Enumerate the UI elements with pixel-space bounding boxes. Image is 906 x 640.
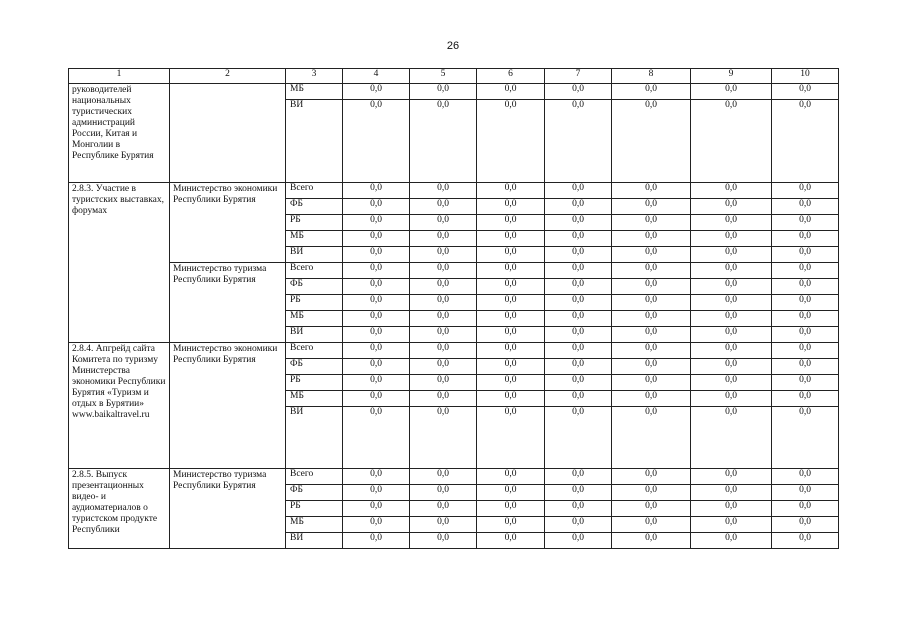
value-cell: 0,0 xyxy=(691,485,772,501)
value-cell: 0,0 xyxy=(410,375,477,391)
value-cell: 0,0 xyxy=(477,231,545,247)
value-cell: 0,0 xyxy=(410,485,477,501)
value-cell: 0,0 xyxy=(612,263,691,279)
funding-source-cell: ФБ xyxy=(286,359,343,375)
value-cell: 0,0 xyxy=(477,517,545,533)
value-cell: 0,0 xyxy=(477,391,545,407)
value-cell: 0,0 xyxy=(772,485,839,501)
value-cell: 0,0 xyxy=(477,501,545,517)
funding-source-cell: РБ xyxy=(286,295,343,311)
value-cell: 0,0 xyxy=(545,199,612,215)
value-cell: 0,0 xyxy=(343,263,410,279)
value-cell: 0,0 xyxy=(343,84,410,100)
value-cell: 0,0 xyxy=(343,407,410,469)
column-header: 5 xyxy=(410,69,477,84)
value-cell: 0,0 xyxy=(477,485,545,501)
column-header: 8 xyxy=(612,69,691,84)
value-cell: 0,0 xyxy=(477,295,545,311)
value-cell: 0,0 xyxy=(343,100,410,183)
value-cell: 0,0 xyxy=(691,343,772,359)
value-cell: 0,0 xyxy=(343,231,410,247)
value-cell: 0,0 xyxy=(477,183,545,199)
budget-table xyxy=(68,68,839,549)
value-cell: 0,0 xyxy=(772,517,839,533)
value-cell: 0,0 xyxy=(772,231,839,247)
value-cell: 0,0 xyxy=(772,215,839,231)
column-header: 1 xyxy=(69,69,170,84)
value-cell: 0,0 xyxy=(691,359,772,375)
value-cell: 0,0 xyxy=(691,183,772,199)
value-cell: 0,0 xyxy=(691,517,772,533)
value-cell: 0,0 xyxy=(477,343,545,359)
funding-source-cell: ВИ xyxy=(286,533,343,549)
value-cell: 0,0 xyxy=(691,391,772,407)
value-cell: 0,0 xyxy=(410,263,477,279)
value-cell: 0,0 xyxy=(343,533,410,549)
value-cell: 0,0 xyxy=(343,295,410,311)
value-cell: 0,0 xyxy=(410,247,477,263)
value-cell: 0,0 xyxy=(772,84,839,100)
value-cell: 0,0 xyxy=(343,469,410,485)
value-cell: 0,0 xyxy=(772,199,839,215)
value-cell: 0,0 xyxy=(772,533,839,549)
value-cell: 0,0 xyxy=(477,407,545,469)
value-cell: 0,0 xyxy=(477,311,545,327)
value-cell: 0,0 xyxy=(612,183,691,199)
activity-name-cell: руководителей национальных туристических администраций России, Китая и Монголии в Республике Бурятия xyxy=(69,84,170,183)
value-cell: 0,0 xyxy=(410,359,477,375)
value-cell: 0,0 xyxy=(691,199,772,215)
table-row xyxy=(69,84,839,100)
value-cell: 0,0 xyxy=(772,295,839,311)
activity-name-cell: 2.8.3. Участие в туристских выставках, форумах xyxy=(69,183,170,343)
value-cell: 0,0 xyxy=(545,279,612,295)
value-cell: 0,0 xyxy=(612,375,691,391)
value-cell: 0,0 xyxy=(612,501,691,517)
value-cell: 0,0 xyxy=(691,263,772,279)
value-cell: 0,0 xyxy=(691,469,772,485)
value-cell: 0,0 xyxy=(477,247,545,263)
value-cell: 0,0 xyxy=(343,311,410,327)
value-cell: 0,0 xyxy=(612,247,691,263)
value-cell: 0,0 xyxy=(612,84,691,100)
table-row xyxy=(69,469,839,485)
value-cell: 0,0 xyxy=(772,327,839,343)
value-cell: 0,0 xyxy=(410,327,477,343)
value-cell: 0,0 xyxy=(691,100,772,183)
funding-source-cell: Всего xyxy=(286,263,343,279)
value-cell: 0,0 xyxy=(691,327,772,343)
funding-source-cell: ФБ xyxy=(286,485,343,501)
value-cell: 0,0 xyxy=(343,375,410,391)
value-cell: 0,0 xyxy=(545,247,612,263)
value-cell: 0,0 xyxy=(612,533,691,549)
value-cell: 0,0 xyxy=(410,533,477,549)
value-cell: 0,0 xyxy=(343,215,410,231)
value-cell: 0,0 xyxy=(410,517,477,533)
value-cell: 0,0 xyxy=(410,100,477,183)
value-cell: 0,0 xyxy=(343,183,410,199)
funding-source-cell: ВИ xyxy=(286,247,343,263)
executor-cell: Министерство экономики Республики Бурятия xyxy=(170,183,286,263)
column-header: 4 xyxy=(343,69,410,84)
value-cell: 0,0 xyxy=(343,485,410,501)
funding-source-cell: РБ xyxy=(286,501,343,517)
value-cell: 0,0 xyxy=(612,231,691,247)
value-cell: 0,0 xyxy=(772,263,839,279)
value-cell: 0,0 xyxy=(691,295,772,311)
value-cell: 0,0 xyxy=(410,501,477,517)
value-cell: 0,0 xyxy=(612,215,691,231)
value-cell: 0,0 xyxy=(545,501,612,517)
value-cell: 0,0 xyxy=(691,84,772,100)
value-cell: 0,0 xyxy=(410,295,477,311)
value-cell: 0,0 xyxy=(772,279,839,295)
value-cell: 0,0 xyxy=(691,247,772,263)
value-cell: 0,0 xyxy=(691,279,772,295)
header-row xyxy=(69,69,839,84)
value-cell: 0,0 xyxy=(772,311,839,327)
value-cell: 0,0 xyxy=(691,231,772,247)
value-cell: 0,0 xyxy=(612,359,691,375)
funding-source-cell: Всего xyxy=(286,469,343,485)
page-number: 26 xyxy=(446,40,460,52)
value-cell: 0,0 xyxy=(772,391,839,407)
value-cell: 0,0 xyxy=(477,359,545,375)
column-header: 7 xyxy=(545,69,612,84)
value-cell: 0,0 xyxy=(545,311,612,327)
column-header: 2 xyxy=(170,69,286,84)
value-cell: 0,0 xyxy=(691,311,772,327)
value-cell: 0,0 xyxy=(343,359,410,375)
funding-source-cell: МБ xyxy=(286,311,343,327)
value-cell: 0,0 xyxy=(410,84,477,100)
funding-source-cell: МБ xyxy=(286,391,343,407)
value-cell: 0,0 xyxy=(545,359,612,375)
value-cell: 0,0 xyxy=(545,469,612,485)
value-cell: 0,0 xyxy=(477,327,545,343)
value-cell: 0,0 xyxy=(410,199,477,215)
value-cell: 0,0 xyxy=(477,100,545,183)
column-header: 10 xyxy=(772,69,839,84)
executor-cell: Министерство туризма Республики Бурятия xyxy=(170,469,286,549)
value-cell: 0,0 xyxy=(477,533,545,549)
value-cell: 0,0 xyxy=(343,391,410,407)
value-cell: 0,0 xyxy=(691,533,772,549)
value-cell: 0,0 xyxy=(612,199,691,215)
value-cell: 0,0 xyxy=(691,407,772,469)
value-cell: 0,0 xyxy=(772,501,839,517)
value-cell: 0,0 xyxy=(343,279,410,295)
value-cell: 0,0 xyxy=(410,407,477,469)
value-cell: 0,0 xyxy=(477,199,545,215)
column-header: 6 xyxy=(477,69,545,84)
value-cell: 0,0 xyxy=(410,391,477,407)
funding-source-cell: ФБ xyxy=(286,279,343,295)
table-row xyxy=(69,183,839,199)
value-cell: 0,0 xyxy=(772,100,839,183)
value-cell: 0,0 xyxy=(410,183,477,199)
value-cell: 0,0 xyxy=(612,407,691,469)
funding-source-cell: МБ xyxy=(286,517,343,533)
value-cell: 0,0 xyxy=(612,517,691,533)
value-cell: 0,0 xyxy=(612,311,691,327)
value-cell: 0,0 xyxy=(410,231,477,247)
value-cell: 0,0 xyxy=(612,279,691,295)
value-cell: 0,0 xyxy=(545,183,612,199)
value-cell: 0,0 xyxy=(410,469,477,485)
value-cell: 0,0 xyxy=(772,359,839,375)
value-cell: 0,0 xyxy=(410,343,477,359)
value-cell: 0,0 xyxy=(545,100,612,183)
value-cell: 0,0 xyxy=(772,407,839,469)
funding-source-cell: РБ xyxy=(286,375,343,391)
funding-source-cell: Всего xyxy=(286,343,343,359)
column-header: 3 xyxy=(286,69,343,84)
value-cell: 0,0 xyxy=(410,215,477,231)
activity-name-cell: 2.8.5. Выпуск презентационных видео- и аудиоматериалов о туристском продукте Республики xyxy=(69,469,170,549)
funding-source-cell: МБ xyxy=(286,231,343,247)
value-cell: 0,0 xyxy=(477,279,545,295)
funding-source-cell: МБ xyxy=(286,84,343,100)
executor-cell: Министерство экономики Республики Бурятия xyxy=(170,343,286,469)
funding-source-cell: ФБ xyxy=(286,199,343,215)
value-cell: 0,0 xyxy=(772,247,839,263)
value-cell: 0,0 xyxy=(612,100,691,183)
value-cell: 0,0 xyxy=(545,407,612,469)
funding-source-cell: РБ xyxy=(286,215,343,231)
value-cell: 0,0 xyxy=(545,295,612,311)
value-cell: 0,0 xyxy=(612,485,691,501)
value-cell: 0,0 xyxy=(343,343,410,359)
value-cell: 0,0 xyxy=(691,215,772,231)
value-cell: 0,0 xyxy=(545,485,612,501)
table-body xyxy=(69,84,839,549)
value-cell: 0,0 xyxy=(343,327,410,343)
value-cell: 0,0 xyxy=(410,279,477,295)
value-cell: 0,0 xyxy=(545,375,612,391)
value-cell: 0,0 xyxy=(772,469,839,485)
value-cell: 0,0 xyxy=(545,391,612,407)
table-row xyxy=(69,343,839,359)
value-cell: 0,0 xyxy=(612,327,691,343)
value-cell: 0,0 xyxy=(772,183,839,199)
value-cell: 0,0 xyxy=(545,327,612,343)
value-cell: 0,0 xyxy=(477,215,545,231)
value-cell: 0,0 xyxy=(545,533,612,549)
value-cell: 0,0 xyxy=(545,84,612,100)
value-cell: 0,0 xyxy=(343,199,410,215)
executor-cell xyxy=(170,84,286,183)
funding-source-cell: ВИ xyxy=(286,407,343,469)
value-cell: 0,0 xyxy=(545,215,612,231)
executor-cell: Министерство туризма Республики Бурятия xyxy=(170,263,286,343)
value-cell: 0,0 xyxy=(343,247,410,263)
value-cell: 0,0 xyxy=(545,263,612,279)
value-cell: 0,0 xyxy=(343,517,410,533)
value-cell: 0,0 xyxy=(691,501,772,517)
column-header: 9 xyxy=(691,69,772,84)
value-cell: 0,0 xyxy=(343,501,410,517)
value-cell: 0,0 xyxy=(612,469,691,485)
value-cell: 0,0 xyxy=(612,391,691,407)
value-cell: 0,0 xyxy=(545,343,612,359)
funding-source-cell: Всего xyxy=(286,183,343,199)
funding-source-cell: ВИ xyxy=(286,327,343,343)
value-cell: 0,0 xyxy=(477,263,545,279)
value-cell: 0,0 xyxy=(545,517,612,533)
value-cell: 0,0 xyxy=(772,375,839,391)
activity-name-cell: 2.8.4. Апгрейд сайта Комитета по туризму Министерства экономики Республики Бурятия «Туризм и отдых в Бурятии» www.baikaltravel.ru xyxy=(69,343,170,469)
value-cell: 0,0 xyxy=(477,375,545,391)
value-cell: 0,0 xyxy=(477,469,545,485)
value-cell: 0,0 xyxy=(612,295,691,311)
funding-source-cell: ВИ xyxy=(286,100,343,183)
value-cell: 0,0 xyxy=(691,375,772,391)
value-cell: 0,0 xyxy=(772,343,839,359)
value-cell: 0,0 xyxy=(545,231,612,247)
value-cell: 0,0 xyxy=(477,84,545,100)
value-cell: 0,0 xyxy=(410,311,477,327)
table-row xyxy=(69,263,839,279)
value-cell: 0,0 xyxy=(612,343,691,359)
